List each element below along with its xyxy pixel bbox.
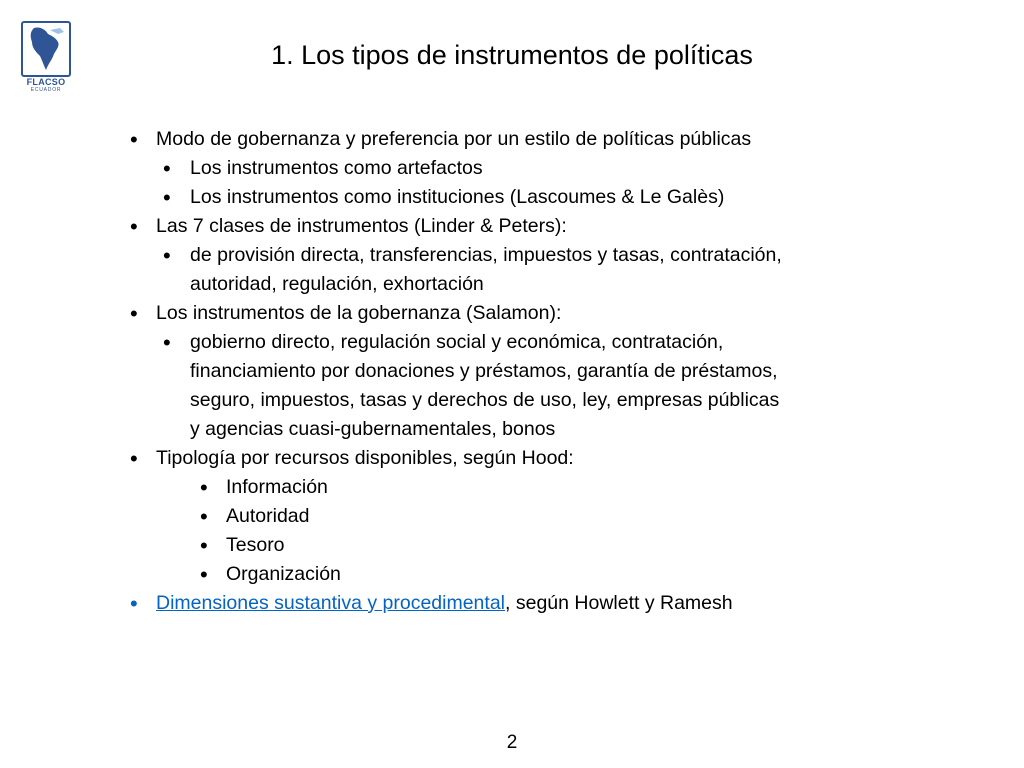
bullet-item [130,183,1000,212]
bullet-icon: • [163,330,171,355]
bullet-item [130,241,1000,299]
bullet-text: Los instrumentos de la gobernanza (Salamon): [156,302,562,324]
bullet-item [130,125,1000,154]
bullet-text: , según Howlett y Ramesh [505,592,733,614]
bullet-item [130,502,1000,531]
bullet-text: Organización [226,563,341,585]
bullet-text: Los instrumentos como artefactos [190,157,483,179]
bullet-list [130,125,1000,618]
bullet-item [130,299,1000,328]
logo-subtitle: ECUADOR [30,87,62,93]
bullet-icon: • [200,475,208,500]
bullet-item [130,560,1000,589]
bullet-icon: • [130,591,138,616]
bullet-item [130,328,1000,444]
logo-name: FLACSO [26,77,66,87]
bullet-icon: • [130,214,138,239]
bullet-text: Tesoro [226,534,285,556]
page-number: 2 [506,732,518,753]
bullet-text: Información [226,476,328,498]
bullet-text: Autoridad [226,505,310,527]
bullet-icon: • [130,127,138,152]
bullet-text-line: de provisión directa, transferencias, impuestos y tasas, contratación, [190,244,782,266]
bullet-text-line: financiamiento por donaciones y préstamos, garantía de préstamos, [190,360,778,382]
bullet-icon: • [163,156,171,181]
bullet-item [130,473,1000,502]
bullet-text-line: autoridad, regulación, exhortación [190,273,484,295]
bullet-text-line: seguro, impuestos, tasas y derechos de uso, ley, empresas públicas [190,389,780,411]
bullet-icon: • [130,446,138,471]
bullet-icon: • [200,504,208,529]
bullet-text-line: y agencias cuasi-gubernamentales, bonos [190,418,556,440]
bullet-item [130,531,1000,560]
bullet-item [130,154,1000,183]
bullet-text: Modo de gobernanza y preferencia por un estilo de políticas públicas [156,128,752,150]
bullet-item [130,212,1000,241]
dimensions-link[interactable]: Dimensiones sustantiva y procedimental [156,592,506,614]
bullet-text: Los instrumentos como instituciones (Lascoumes & Le Galès) [190,186,725,208]
bullet-text: Tipología por recursos disponibles, según Hood: [156,447,574,469]
bullet-text: Las 7 clases de instrumentos (Linder & Peters): [156,215,567,237]
slide-title: 1. Los tipos de instrumentos de políticas [271,40,753,70]
bullet-icon: • [130,301,138,326]
bullet-icon: • [200,562,208,587]
bullet-icon: • [163,185,171,210]
bullet-item [130,444,1000,473]
bullet-text-line: gobierno directo, regulación social y económica, contratación, [190,331,724,353]
bullet-icon: • [163,243,171,268]
bullet-icon: • [200,533,208,558]
bullet-item [130,589,1000,618]
